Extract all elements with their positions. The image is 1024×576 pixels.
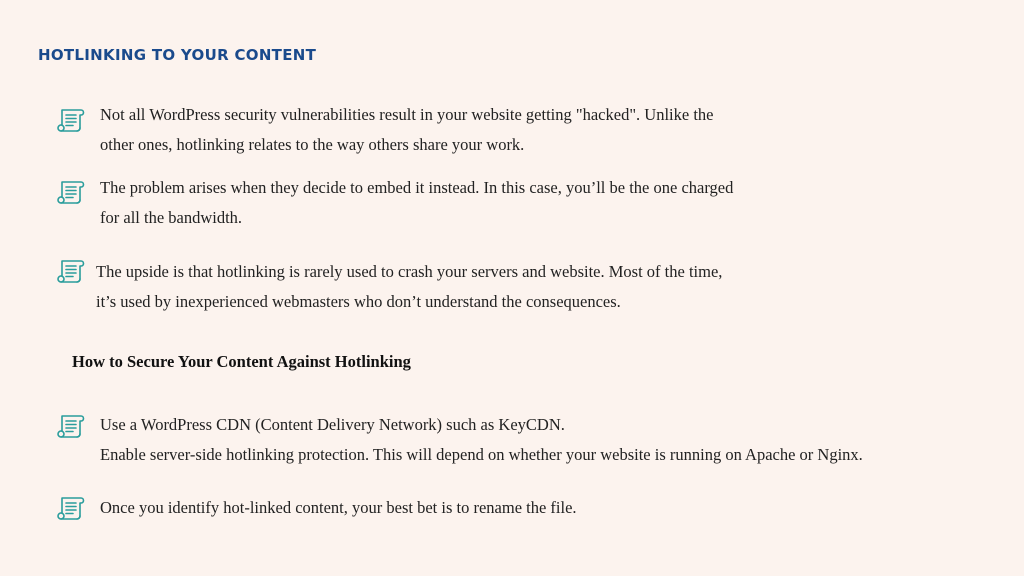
scroll-icon xyxy=(56,412,86,440)
bullet-line: for all the bandwidth. xyxy=(100,207,243,227)
bullet-text-1 xyxy=(100,100,832,159)
bullet-line: Once you identify hot-linked content, your best bet is to rename the file. xyxy=(100,498,577,517)
scroll-icon xyxy=(56,257,86,285)
scroll-icon xyxy=(56,106,86,134)
bullet-line: other ones, hotlinking relates to the way others share your work. xyxy=(100,134,525,154)
bullet-line: The upside is that hotlinking is rarely used to crash your servers and website. Most of the time, xyxy=(96,262,723,281)
bullet-line: The problem arises when they decide to embed it instead. In this case, you’ll be the one charged xyxy=(100,178,734,197)
bullet-text-3 xyxy=(96,257,856,316)
bullet-line: it’s used by inexperienced webmasters who don’t understand the consequences. xyxy=(96,291,621,311)
scroll-icon xyxy=(56,494,86,522)
bullet-text-5 xyxy=(100,493,860,523)
bullet-text-4 xyxy=(100,410,1010,469)
bullet-line: Enable server-side hotlinking protection. This will depend on whether your website is running on Apache or Nginx. xyxy=(100,444,863,464)
page-title: HOTLINKING TO YOUR CONTENT xyxy=(38,46,317,64)
section-subheading: How to Secure Your Content Against Hotlinking xyxy=(72,352,411,371)
bullet-text-2 xyxy=(100,173,860,232)
bullet-line: Use a WordPress CDN (Content Delivery Network) such as KeyCDN. xyxy=(100,415,565,434)
bullet-line: Not all WordPress security vulnerabilities result in your website getting "hacked". Unlike the xyxy=(100,105,714,124)
scroll-icon xyxy=(56,178,86,206)
